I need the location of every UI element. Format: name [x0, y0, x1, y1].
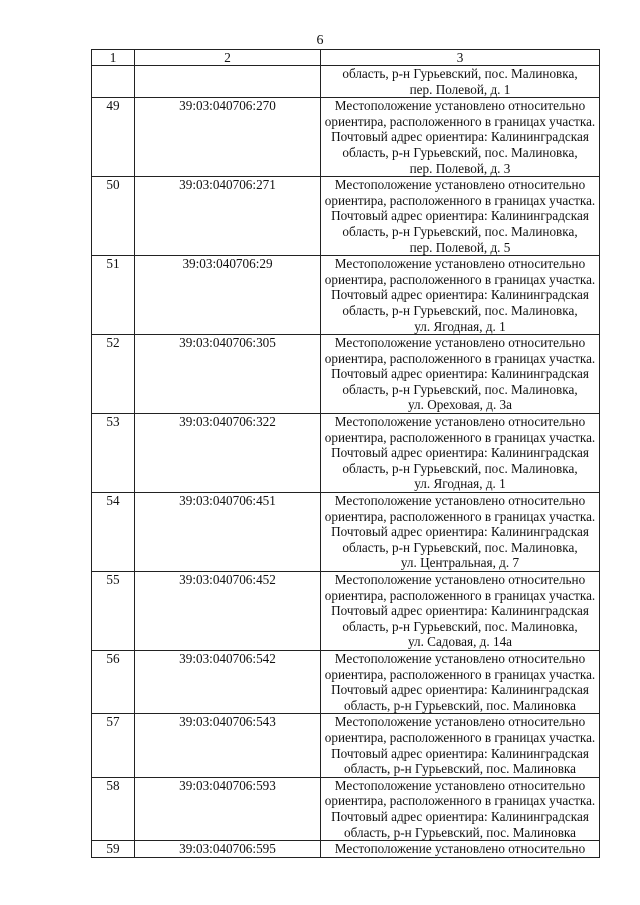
location-line: ориентира, расположенного в границах участка.	[324, 429, 596, 445]
location-line: Местоположение установлено относительно	[334, 98, 586, 114]
cadastral-number	[135, 66, 321, 98]
location-line: Почтовый адрес ориентира: Калининградская	[331, 524, 589, 540]
location-line: ул. Ягодная, д. 1	[414, 476, 506, 492]
cadastral-number: 39:03:040706:543	[135, 714, 321, 777]
location-description	[321, 256, 600, 335]
table-row	[92, 66, 600, 98]
cadastral-number: 39:03:040706:542	[135, 650, 321, 713]
location-description	[321, 98, 600, 177]
cadastral-number: 39:03:040706:305	[135, 335, 321, 414]
land-plot-table	[91, 49, 600, 858]
table-row	[92, 493, 600, 572]
table-row	[92, 414, 600, 493]
location-line: область, р-н Гурьевский, пос. Малиновка	[344, 697, 576, 713]
location-line: Почтовый адрес ориентира: Калининградская	[331, 445, 589, 461]
row-number: 51	[92, 256, 135, 335]
row-number: 58	[92, 777, 135, 840]
location-line: пер. Полевой, д. 5	[409, 239, 511, 255]
table-row	[92, 714, 600, 777]
column-header-number: 1	[92, 50, 135, 66]
column-header-location: 3	[321, 50, 600, 66]
location-line: ул. Садовая, д. 14а	[407, 634, 513, 650]
location-description	[321, 650, 600, 713]
table-row	[92, 572, 600, 651]
location-line: Почтовый адрес ориентира: Калининградская	[331, 366, 589, 382]
table-row	[92, 777, 600, 840]
row-number: 50	[92, 177, 135, 256]
location-line: Местоположение установлено относительно	[334, 650, 586, 666]
location-line: ориентира, расположенного в границах участка.	[324, 192, 596, 208]
row-number: 49	[92, 98, 135, 177]
location-description	[321, 414, 600, 493]
location-line: Местоположение установлено относительно	[334, 572, 586, 587]
location-line: область, р-н Гурьевский, пос. Малиновка,	[342, 66, 578, 81]
location-line: область, р-н Гурьевский, пос. Малиновка	[344, 761, 576, 777]
row-number: 56	[92, 650, 135, 713]
location-line: Местоположение установлено относительно	[334, 493, 586, 509]
location-line: пер. Полевой, д. 1	[409, 81, 511, 97]
location-description	[321, 335, 600, 414]
location-line: область, р-н Гурьевский, пос. Малиновка,	[342, 223, 578, 239]
location-line: Местоположение установлено относительно	[334, 177, 586, 193]
location-line: Местоположение установлено относительно	[334, 256, 586, 272]
row-number: 54	[92, 493, 135, 572]
row-number: 53	[92, 414, 135, 493]
table-row	[92, 650, 600, 713]
cadastral-number: 39:03:040706:595	[135, 841, 321, 858]
location-line: область, р-н Гурьевский, пос. Малиновка,	[342, 618, 578, 634]
location-line: область, р-н Гурьевский, пос. Малиновка,	[342, 539, 578, 555]
location-description	[321, 714, 600, 777]
location-line: Местоположение установлено относительно	[334, 777, 586, 793]
location-line: ориентира, расположенного в границах участка.	[324, 508, 596, 524]
location-line: ориентира, расположенного в границах участка.	[324, 350, 596, 366]
table-row	[92, 256, 600, 335]
location-line: область, р-н Гурьевский, пос. Малиновка,	[342, 460, 578, 476]
location-line: Почтовый адрес ориентира: Калининградская	[331, 745, 589, 761]
location-description	[321, 493, 600, 572]
row-number: 55	[92, 572, 135, 651]
page-number: 6	[316, 33, 324, 48]
cadastral-number: 39:03:040706:271	[135, 177, 321, 256]
location-line: ул. Ореховая, д. 3а	[408, 397, 512, 413]
location-description	[321, 841, 600, 858]
location-line: пер. Полевой, д. 3	[409, 160, 511, 176]
location-line: Местоположение установлено относительно	[334, 414, 586, 430]
location-line: ориентира, расположенного в границах участка.	[324, 113, 596, 129]
cadastral-number: 39:03:040706:270	[135, 98, 321, 177]
table-row	[92, 841, 600, 858]
location-line: ориентира, расположенного в границах участка.	[324, 271, 596, 287]
location-line: ориентира, расположенного в границах участка.	[324, 793, 596, 809]
row-number	[92, 66, 135, 98]
column-header-cadastral: 2	[135, 50, 321, 66]
table-row	[92, 98, 600, 177]
location-description	[321, 177, 600, 256]
location-line: ориентира, расположенного в границах участка.	[324, 729, 596, 745]
location-line: область, р-н Гурьевский, пос. Малиновка,	[342, 381, 578, 397]
location-line: Местоположение установлено относительно	[334, 841, 586, 857]
location-line: Почтовый адрес ориентира: Калининградская	[331, 129, 589, 145]
location-line: ориентира, расположенного в границах участка.	[324, 587, 596, 603]
cadastral-number: 39:03:040706:593	[135, 777, 321, 840]
location-line: Почтовый адрес ориентира: Калининградская	[331, 682, 589, 698]
location-line: Местоположение установлено относительно	[334, 335, 586, 351]
location-description	[321, 777, 600, 840]
location-line: область, р-н Гурьевский, пос. Малиновка	[344, 824, 576, 840]
row-number: 57	[92, 714, 135, 777]
cadastral-number: 39:03:040706:452	[135, 572, 321, 651]
location-line: Почтовый адрес ориентира: Калининградская	[331, 287, 589, 303]
location-description	[321, 572, 600, 651]
location-line: область, р-н Гурьевский, пос. Малиновка,	[342, 144, 578, 160]
location-line: Почтовый адрес ориентира: Калининградская	[331, 208, 589, 224]
table-row	[92, 177, 600, 256]
table-row	[92, 335, 600, 414]
table-header-row	[92, 50, 600, 66]
row-number: 52	[92, 335, 135, 414]
location-line: ориентира, расположенного в границах участка.	[324, 666, 596, 682]
location-line: область, р-н Гурьевский, пос. Малиновка,	[342, 302, 578, 318]
cadastral-number: 39:03:040706:322	[135, 414, 321, 493]
cadastral-number: 39:03:040706:451	[135, 493, 321, 572]
location-line: ул. Ягодная, д. 1	[414, 318, 506, 334]
cadastral-number: 39:03:040706:29	[135, 256, 321, 335]
location-line: Местоположение установлено относительно	[334, 714, 586, 730]
location-description	[321, 66, 600, 98]
location-line: Почтовый адрес ориентира: Калининградская	[331, 808, 589, 824]
row-number: 59	[92, 841, 135, 858]
location-line: ул. Центральная, д. 7	[400, 555, 520, 571]
location-line: Почтовый адрес ориентира: Калининградская	[331, 603, 589, 619]
